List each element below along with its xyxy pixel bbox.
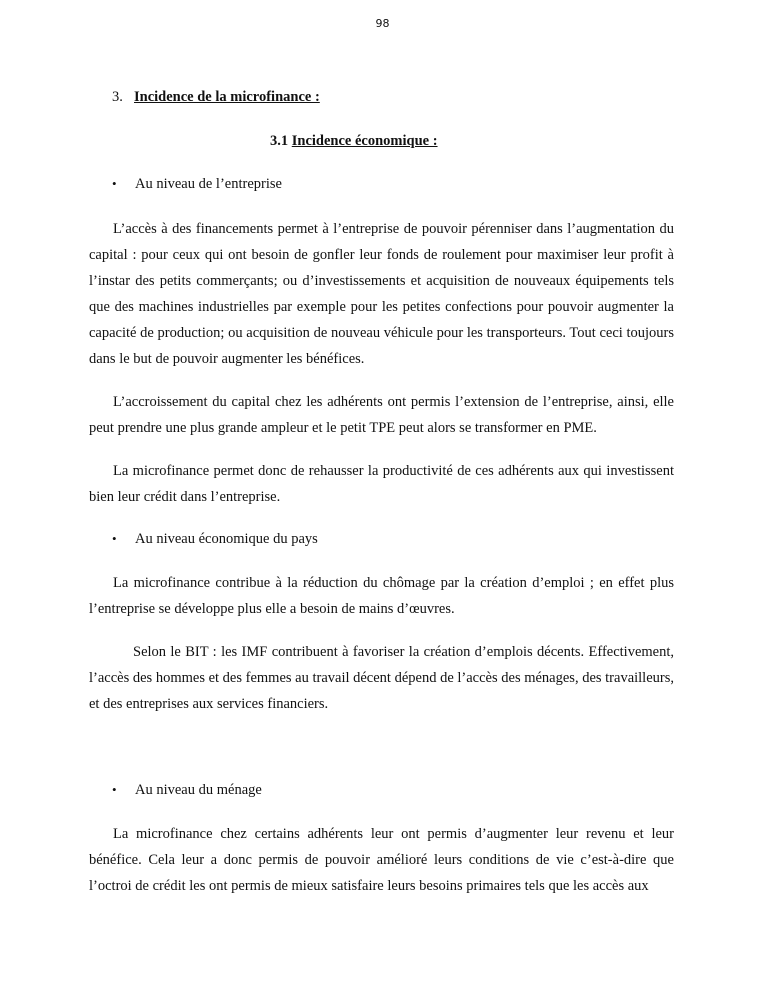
subsection-number: 3.1 — [270, 133, 289, 149]
paragraph: La microfinance contribue à la réduction du chômage par la création d’emploi ; en effet plus l’entreprise se développe plus elle a besoin de mains d’œuvres. — [89, 575, 674, 617]
bullet-label: Au niveau économique du pays — [135, 531, 318, 547]
section-title: Incidence de la microfinance : — [134, 89, 320, 105]
bullet-label: Au niveau de l’entreprise — [135, 176, 282, 192]
subsection-heading — [270, 133, 438, 150]
section-number: 3. — [112, 89, 123, 105]
paragraph: L’accès à des financements permet à l’entreprise de pouvoir pérenniser dans l’augmentation du capital : pour ceux qui ont besoin de gonfler leur fonds de roulement pour maximiser leur profit à l’instar des petits commerçants; ou d’investissements et acquisition de nouveaux équipements tels que des machines industrielles par exemple pour les petites confections pour pouvoir augmenter la capacité de production; ou acquisition de nouveau véhicule pour les transporteurs. Tout ceci toujours dans le but de pouvoir augmenter les bénéfices. — [89, 221, 674, 367]
paragraph: La microfinance chez certains adhérents leur ont permis d’augmenter leur revenu et leur bénéfice. Cela leur a donc permis de pouvoir amélioré leurs conditions de vie c’est-à-dire que l’octroi de crédit les ont permis de mieux satisfaire leurs besoins primaires tels que les accès aux — [89, 826, 674, 894]
paragraph: Selon le BIT : les IMF contribuent à favoriser la création d’emplois décents. Effectivement, l’accès des hommes et des femmes au travail décent dépend de l’accès des ménages, des travailleurs, et des entreprises aux services financiers. — [89, 644, 674, 712]
subsection-title: Incidence économique : — [291, 133, 438, 149]
bullet-label: Au niveau du ménage — [135, 782, 262, 798]
bullet-item-pays — [112, 531, 318, 548]
bullet-item-menage — [112, 782, 262, 799]
page-number: 98 — [375, 17, 390, 30]
paragraph: La microfinance permet donc de rehausser la productivité de ces adhérents aux qui investissent bien leur crédit dans l’entreprise. — [89, 463, 674, 505]
bullet-icon: • — [112, 531, 117, 546]
bullet-icon: • — [112, 176, 117, 191]
section-heading — [112, 89, 320, 106]
bullet-icon: • — [112, 782, 117, 797]
paragraph: L’accroissement du capital chez les adhérents ont permis l’extension de l’entreprise, ainsi, elle peut prendre une plus grande ampleur et le petit TPE peut alors se transformer en PME. — [89, 394, 674, 436]
bullet-item-entreprise — [112, 176, 282, 193]
